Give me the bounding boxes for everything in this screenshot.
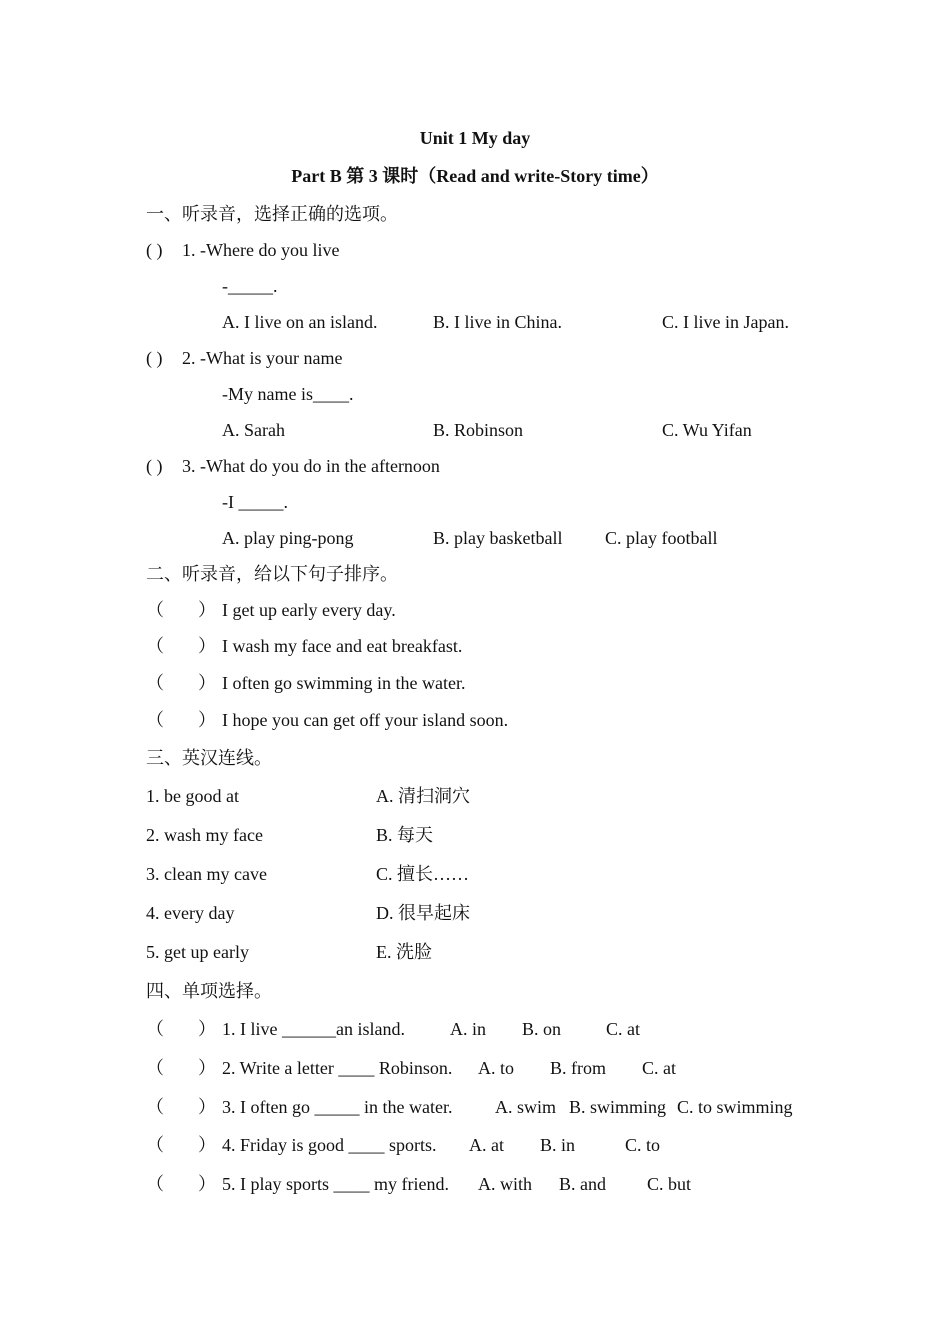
order-paren-close: ） [198, 636, 216, 656]
mc-option-a[interactable]: A. swim [495, 1097, 557, 1117]
match-right-item[interactable]: E. 洗脸 [376, 942, 432, 962]
q2-response: -My name is____. [222, 384, 354, 404]
q2-option-b[interactable]: B. Robinson [433, 420, 524, 440]
q1-option-b[interactable]: B. I live in China. [433, 312, 562, 332]
match-left-item[interactable]: 4. every day [146, 903, 235, 923]
mc-option-a[interactable]: A. to [478, 1058, 514, 1078]
mc-question: 1. I live ______an island. [222, 1019, 405, 1039]
order-sentence: I hope you can get off your island soon. [222, 710, 509, 730]
order-paren-close: ） [198, 600, 216, 620]
mc-option-b[interactable]: B. in [540, 1135, 576, 1155]
mc-paren-close: ） [198, 1097, 216, 1117]
q2-question: 2. -What is your name [182, 348, 343, 368]
match-left-item[interactable]: 3. clean my cave [146, 864, 267, 884]
mc-option-b[interactable]: B. swimming [569, 1097, 667, 1117]
q1-question: 1. -Where do you live [182, 240, 340, 260]
mc-question: 5. I play sports ____ my friend. [222, 1174, 449, 1194]
mc-option-c[interactable]: C. at [606, 1019, 640, 1039]
order-sentence: I wash my face and eat breakfast. [222, 636, 463, 656]
q1-response: -_____. [222, 276, 278, 296]
q1-answer-paren[interactable]: ( ) [146, 240, 163, 260]
page-subtitle: Part B 第 3 课时（Read and write-Story time） [291, 166, 659, 186]
mc-paren-open[interactable]: （ [146, 1174, 164, 1194]
q1-option-c[interactable]: C. I live in Japan. [662, 312, 789, 332]
mc-paren-open[interactable]: （ [146, 1097, 164, 1117]
mc-paren-open[interactable]: （ [146, 1135, 164, 1155]
q2-answer-paren[interactable]: ( ) [146, 348, 163, 368]
section4-heading: 四、单项选择。 [146, 981, 272, 1001]
mc-option-c[interactable]: C. to swimming [677, 1097, 793, 1117]
order-paren-open[interactable]: （ [146, 710, 164, 730]
mc-option-a[interactable]: A. with [478, 1174, 532, 1194]
match-right-item[interactable]: B. 每天 [376, 825, 434, 845]
order-paren-open[interactable]: （ [146, 636, 164, 656]
match-left-item[interactable]: 5. get up early [146, 942, 249, 962]
order-paren-open[interactable]: （ [146, 673, 164, 693]
mc-option-a[interactable]: A. in [450, 1019, 486, 1039]
mc-option-b[interactable]: B. from [550, 1058, 606, 1078]
mc-option-a[interactable]: A. at [469, 1135, 504, 1155]
mc-paren-close: ） [198, 1019, 216, 1039]
section1-heading: 一、听录音，选择正确的选项。 [146, 204, 398, 224]
page-title: Unit 1 My day [419, 128, 531, 148]
match-right-item[interactable]: A. 清扫洞穴 [376, 786, 470, 806]
section3-heading: 三、英汉连线。 [146, 748, 272, 768]
mc-question: 2. Write a letter ____ Robinson. [222, 1058, 453, 1078]
mc-option-b[interactable]: B. on [522, 1019, 562, 1039]
match-left-item[interactable]: 1. be good at [146, 786, 239, 806]
mc-option-b[interactable]: B. and [559, 1174, 606, 1194]
order-paren-close: ） [198, 673, 216, 693]
mc-question: 4. Friday is good ____ sports. [222, 1135, 437, 1155]
match-right-item[interactable]: C. 擅长…… [376, 864, 470, 884]
mc-question: 3. I often go _____ in the water. [222, 1097, 453, 1117]
q3-option-c[interactable]: C. play football [605, 528, 718, 548]
q3-question: 3. -What do you do in the afternoon [182, 456, 440, 476]
mc-paren-open[interactable]: （ [146, 1019, 164, 1039]
mc-option-c[interactable]: C. to [625, 1135, 661, 1155]
q2-option-a[interactable]: A. Sarah [222, 420, 285, 440]
order-paren-open[interactable]: （ [146, 600, 164, 620]
mc-paren-close: ） [198, 1058, 216, 1078]
mc-option-c[interactable]: C. at [642, 1058, 676, 1078]
q2-option-c[interactable]: C. Wu Yifan [662, 420, 752, 440]
q1-option-a[interactable]: A. I live on an island. [222, 312, 378, 332]
q3-option-b[interactable]: B. play basketball [433, 528, 563, 548]
section2-heading: 二、听录音，给以下句子排序。 [146, 564, 398, 584]
mc-paren-open[interactable]: （ [146, 1058, 164, 1078]
order-sentence: I get up early every day. [222, 600, 396, 620]
match-left-item[interactable]: 2. wash my face [146, 825, 263, 845]
mc-paren-close: ） [198, 1174, 216, 1194]
q3-response: -I _____. [222, 492, 288, 512]
mc-option-c[interactable]: C. but [647, 1174, 692, 1194]
q3-option-a[interactable]: A. play ping-pong [222, 528, 354, 548]
match-right-item[interactable]: D. 很早起床 [376, 903, 470, 923]
q3-answer-paren[interactable]: ( ) [146, 456, 163, 476]
mc-paren-close: ） [198, 1135, 216, 1155]
order-paren-close: ） [198, 710, 216, 730]
order-sentence: I often go swimming in the water. [222, 673, 466, 693]
